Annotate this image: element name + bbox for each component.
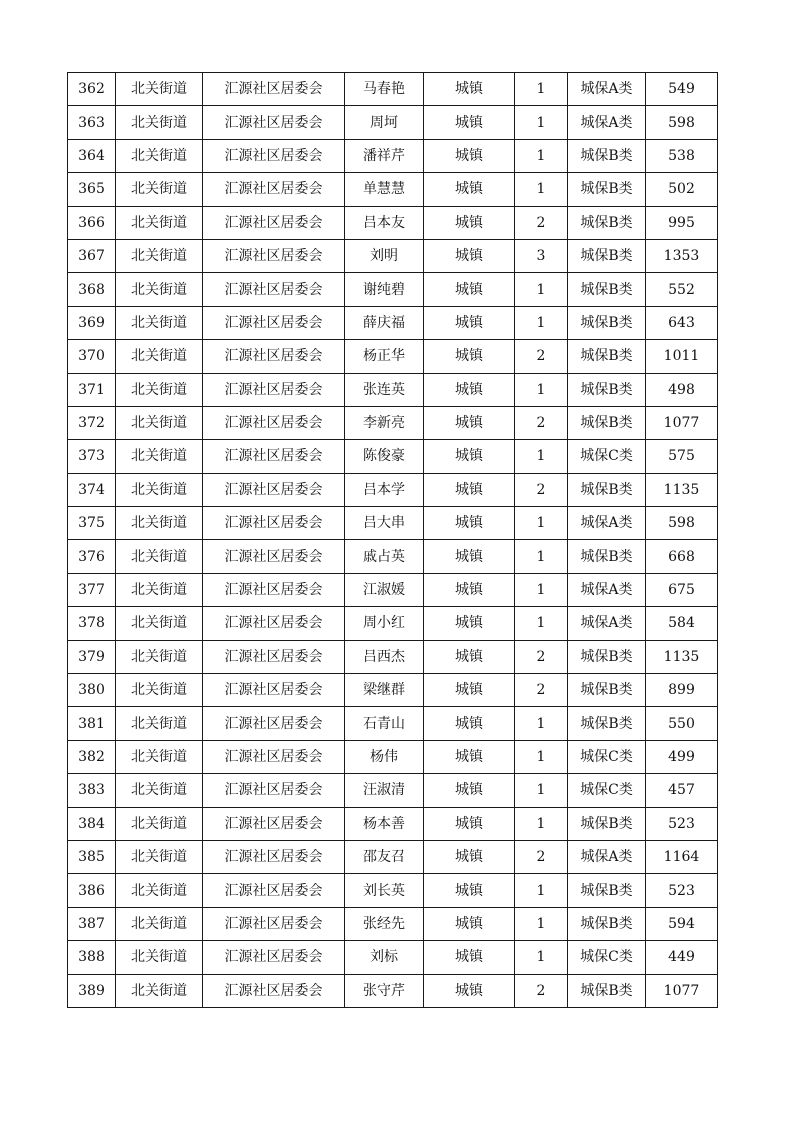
committee-cell: 汇源社区居委会 bbox=[203, 840, 345, 873]
household-type-cell: 城镇 bbox=[424, 106, 515, 139]
person-name-cell: 刘标 bbox=[345, 941, 424, 974]
table-row bbox=[68, 907, 718, 940]
street-cell: 北关街道 bbox=[116, 974, 203, 1007]
person-name-cell: 马春艳 bbox=[345, 73, 424, 106]
category-cell: 城保C类 bbox=[568, 774, 646, 807]
row-number: 382 bbox=[68, 740, 116, 773]
committee-cell: 汇源社区居委会 bbox=[203, 106, 345, 139]
amount-cell: 449 bbox=[646, 941, 718, 974]
table-row bbox=[68, 373, 718, 406]
committee-cell: 汇源社区居委会 bbox=[203, 807, 345, 840]
row-number: 366 bbox=[68, 206, 116, 239]
street-cell: 北关街道 bbox=[116, 206, 203, 239]
row-number: 384 bbox=[68, 807, 116, 840]
member-count-cell: 1 bbox=[515, 707, 568, 740]
row-number: 377 bbox=[68, 573, 116, 606]
row-number: 370 bbox=[68, 340, 116, 373]
committee-cell: 汇源社区居委会 bbox=[203, 507, 345, 540]
amount-cell: 499 bbox=[646, 740, 718, 773]
category-cell: 城保A类 bbox=[568, 73, 646, 106]
person-name-cell: 陈俊豪 bbox=[345, 440, 424, 473]
committee-cell: 汇源社区居委会 bbox=[203, 239, 345, 272]
roster-body bbox=[68, 73, 718, 1008]
household-type-cell: 城镇 bbox=[424, 507, 515, 540]
category-cell: 城保B类 bbox=[568, 540, 646, 573]
committee-cell: 汇源社区居委会 bbox=[203, 473, 345, 506]
member-count-cell: 1 bbox=[515, 306, 568, 339]
amount-cell: 550 bbox=[646, 707, 718, 740]
row-number: 383 bbox=[68, 774, 116, 807]
assistance-roster-table bbox=[67, 72, 718, 1008]
person-name-cell: 江淑媛 bbox=[345, 573, 424, 606]
row-number: 374 bbox=[68, 473, 116, 506]
table-row bbox=[68, 540, 718, 573]
member-count-cell: 1 bbox=[515, 740, 568, 773]
amount-cell: 498 bbox=[646, 373, 718, 406]
member-count-cell: 2 bbox=[515, 473, 568, 506]
table-row bbox=[68, 173, 718, 206]
table-row bbox=[68, 139, 718, 172]
row-number: 388 bbox=[68, 941, 116, 974]
street-cell: 北关街道 bbox=[116, 473, 203, 506]
member-count-cell: 1 bbox=[515, 440, 568, 473]
amount-cell: 668 bbox=[646, 540, 718, 573]
committee-cell: 汇源社区居委会 bbox=[203, 674, 345, 707]
street-cell: 北关街道 bbox=[116, 573, 203, 606]
street-cell: 北关街道 bbox=[116, 907, 203, 940]
category-cell: 城保A类 bbox=[568, 840, 646, 873]
street-cell: 北关街道 bbox=[116, 173, 203, 206]
member-count-cell: 2 bbox=[515, 840, 568, 873]
table-row bbox=[68, 73, 718, 106]
category-cell: 城保B类 bbox=[568, 340, 646, 373]
committee-cell: 汇源社区居委会 bbox=[203, 607, 345, 640]
member-count-cell: 2 bbox=[515, 406, 568, 439]
category-cell: 城保B类 bbox=[568, 707, 646, 740]
street-cell: 北关街道 bbox=[116, 607, 203, 640]
member-count-cell: 3 bbox=[515, 239, 568, 272]
table-row bbox=[68, 340, 718, 373]
household-type-cell: 城镇 bbox=[424, 740, 515, 773]
street-cell: 北关街道 bbox=[116, 941, 203, 974]
street-cell: 北关街道 bbox=[116, 440, 203, 473]
household-type-cell: 城镇 bbox=[424, 573, 515, 606]
street-cell: 北关街道 bbox=[116, 306, 203, 339]
amount-cell: 1353 bbox=[646, 239, 718, 272]
person-name-cell: 吕本友 bbox=[345, 206, 424, 239]
person-name-cell: 吕本学 bbox=[345, 473, 424, 506]
member-count-cell: 2 bbox=[515, 340, 568, 373]
household-type-cell: 城镇 bbox=[424, 840, 515, 873]
committee-cell: 汇源社区居委会 bbox=[203, 974, 345, 1007]
row-number: 380 bbox=[68, 674, 116, 707]
amount-cell: 523 bbox=[646, 874, 718, 907]
category-cell: 城保B类 bbox=[568, 974, 646, 1007]
row-number: 373 bbox=[68, 440, 116, 473]
table-row bbox=[68, 573, 718, 606]
member-count-cell: 1 bbox=[515, 73, 568, 106]
person-name-cell: 刘明 bbox=[345, 239, 424, 272]
category-cell: 城保B类 bbox=[568, 674, 646, 707]
table-row bbox=[68, 206, 718, 239]
table-row bbox=[68, 607, 718, 640]
committee-cell: 汇源社区居委会 bbox=[203, 573, 345, 606]
member-count-cell: 2 bbox=[515, 206, 568, 239]
category-cell: 城保A类 bbox=[568, 106, 646, 139]
amount-cell: 1077 bbox=[646, 974, 718, 1007]
row-number: 385 bbox=[68, 840, 116, 873]
committee-cell: 汇源社区居委会 bbox=[203, 640, 345, 673]
committee-cell: 汇源社区居委会 bbox=[203, 540, 345, 573]
row-number: 372 bbox=[68, 406, 116, 439]
table-row bbox=[68, 239, 718, 272]
table-row bbox=[68, 874, 718, 907]
table-row bbox=[68, 306, 718, 339]
amount-cell: 1011 bbox=[646, 340, 718, 373]
street-cell: 北关街道 bbox=[116, 774, 203, 807]
committee-cell: 汇源社区居委会 bbox=[203, 306, 345, 339]
member-count-cell: 1 bbox=[515, 807, 568, 840]
category-cell: 城保A类 bbox=[568, 607, 646, 640]
category-cell: 城保B类 bbox=[568, 807, 646, 840]
amount-cell: 598 bbox=[646, 106, 718, 139]
committee-cell: 汇源社区居委会 bbox=[203, 707, 345, 740]
row-number: 375 bbox=[68, 507, 116, 540]
member-count-cell: 1 bbox=[515, 540, 568, 573]
category-cell: 城保B类 bbox=[568, 273, 646, 306]
household-type-cell: 城镇 bbox=[424, 440, 515, 473]
amount-cell: 538 bbox=[646, 139, 718, 172]
category-cell: 城保A类 bbox=[568, 507, 646, 540]
committee-cell: 汇源社区居委会 bbox=[203, 139, 345, 172]
household-type-cell: 城镇 bbox=[424, 473, 515, 506]
category-cell: 城保C类 bbox=[568, 440, 646, 473]
member-count-cell: 1 bbox=[515, 607, 568, 640]
category-cell: 城保B类 bbox=[568, 306, 646, 339]
committee-cell: 汇源社区居委会 bbox=[203, 774, 345, 807]
committee-cell: 汇源社区居委会 bbox=[203, 340, 345, 373]
person-name-cell: 周小红 bbox=[345, 607, 424, 640]
row-number: 369 bbox=[68, 306, 116, 339]
household-type-cell: 城镇 bbox=[424, 406, 515, 439]
household-type-cell: 城镇 bbox=[424, 941, 515, 974]
street-cell: 北关街道 bbox=[116, 807, 203, 840]
household-type-cell: 城镇 bbox=[424, 707, 515, 740]
table-row bbox=[68, 707, 718, 740]
person-name-cell: 单慧慧 bbox=[345, 173, 424, 206]
category-cell: 城保B类 bbox=[568, 173, 646, 206]
street-cell: 北关街道 bbox=[116, 340, 203, 373]
household-type-cell: 城镇 bbox=[424, 607, 515, 640]
street-cell: 北关街道 bbox=[116, 139, 203, 172]
table-row bbox=[68, 974, 718, 1007]
street-cell: 北关街道 bbox=[116, 874, 203, 907]
person-name-cell: 张连英 bbox=[345, 373, 424, 406]
person-name-cell: 杨伟 bbox=[345, 740, 424, 773]
category-cell: 城保B类 bbox=[568, 239, 646, 272]
person-name-cell: 吕大串 bbox=[345, 507, 424, 540]
member-count-cell: 1 bbox=[515, 373, 568, 406]
table-row bbox=[68, 740, 718, 773]
row-number: 363 bbox=[68, 106, 116, 139]
committee-cell: 汇源社区居委会 bbox=[203, 406, 345, 439]
member-count-cell: 1 bbox=[515, 273, 568, 306]
street-cell: 北关街道 bbox=[116, 106, 203, 139]
table-row bbox=[68, 406, 718, 439]
person-name-cell: 石青山 bbox=[345, 707, 424, 740]
household-type-cell: 城镇 bbox=[424, 340, 515, 373]
person-name-cell: 李新亮 bbox=[345, 406, 424, 439]
street-cell: 北关街道 bbox=[116, 674, 203, 707]
household-type-cell: 城镇 bbox=[424, 540, 515, 573]
street-cell: 北关街道 bbox=[116, 540, 203, 573]
committee-cell: 汇源社区居委会 bbox=[203, 73, 345, 106]
street-cell: 北关街道 bbox=[116, 507, 203, 540]
household-type-cell: 城镇 bbox=[424, 173, 515, 206]
member-count-cell: 2 bbox=[515, 640, 568, 673]
category-cell: 城保C类 bbox=[568, 740, 646, 773]
street-cell: 北关街道 bbox=[116, 840, 203, 873]
category-cell: 城保A类 bbox=[568, 573, 646, 606]
table-row bbox=[68, 473, 718, 506]
street-cell: 北关街道 bbox=[116, 73, 203, 106]
amount-cell: 523 bbox=[646, 807, 718, 840]
category-cell: 城保B类 bbox=[568, 406, 646, 439]
person-name-cell: 周坷 bbox=[345, 106, 424, 139]
member-count-cell: 1 bbox=[515, 907, 568, 940]
table-row bbox=[68, 440, 718, 473]
row-number: 367 bbox=[68, 239, 116, 272]
amount-cell: 598 bbox=[646, 507, 718, 540]
household-type-cell: 城镇 bbox=[424, 73, 515, 106]
household-type-cell: 城镇 bbox=[424, 674, 515, 707]
row-number: 365 bbox=[68, 173, 116, 206]
row-number: 362 bbox=[68, 73, 116, 106]
committee-cell: 汇源社区居委会 bbox=[203, 941, 345, 974]
category-cell: 城保B类 bbox=[568, 874, 646, 907]
street-cell: 北关街道 bbox=[116, 239, 203, 272]
member-count-cell: 1 bbox=[515, 139, 568, 172]
amount-cell: 1135 bbox=[646, 473, 718, 506]
person-name-cell: 薛庆福 bbox=[345, 306, 424, 339]
amount-cell: 594 bbox=[646, 907, 718, 940]
category-cell: 城保B类 bbox=[568, 373, 646, 406]
committee-cell: 汇源社区居委会 bbox=[203, 206, 345, 239]
person-name-cell: 潘祥芹 bbox=[345, 139, 424, 172]
amount-cell: 995 bbox=[646, 206, 718, 239]
household-type-cell: 城镇 bbox=[424, 239, 515, 272]
member-count-cell: 2 bbox=[515, 974, 568, 1007]
committee-cell: 汇源社区居委会 bbox=[203, 874, 345, 907]
person-name-cell: 杨正华 bbox=[345, 340, 424, 373]
person-name-cell: 张守芹 bbox=[345, 974, 424, 1007]
row-number: 386 bbox=[68, 874, 116, 907]
table-row bbox=[68, 674, 718, 707]
amount-cell: 575 bbox=[646, 440, 718, 473]
person-name-cell: 汪淑清 bbox=[345, 774, 424, 807]
committee-cell: 汇源社区居委会 bbox=[203, 373, 345, 406]
category-cell: 城保C类 bbox=[568, 941, 646, 974]
table-row bbox=[68, 273, 718, 306]
household-type-cell: 城镇 bbox=[424, 974, 515, 1007]
row-number: 364 bbox=[68, 139, 116, 172]
person-name-cell: 邵友召 bbox=[345, 840, 424, 873]
category-cell: 城保B类 bbox=[568, 907, 646, 940]
row-number: 368 bbox=[68, 273, 116, 306]
amount-cell: 899 bbox=[646, 674, 718, 707]
committee-cell: 汇源社区居委会 bbox=[203, 440, 345, 473]
street-cell: 北关街道 bbox=[116, 406, 203, 439]
amount-cell: 552 bbox=[646, 273, 718, 306]
member-count-cell: 1 bbox=[515, 874, 568, 907]
household-type-cell: 城镇 bbox=[424, 774, 515, 807]
row-number: 381 bbox=[68, 707, 116, 740]
table-row bbox=[68, 106, 718, 139]
street-cell: 北关街道 bbox=[116, 273, 203, 306]
amount-cell: 675 bbox=[646, 573, 718, 606]
amount-cell: 584 bbox=[646, 607, 718, 640]
row-number: 387 bbox=[68, 907, 116, 940]
street-cell: 北关街道 bbox=[116, 707, 203, 740]
table-row bbox=[68, 774, 718, 807]
household-type-cell: 城镇 bbox=[424, 874, 515, 907]
table-row bbox=[68, 840, 718, 873]
person-name-cell: 刘长英 bbox=[345, 874, 424, 907]
street-cell: 北关街道 bbox=[116, 740, 203, 773]
amount-cell: 1077 bbox=[646, 406, 718, 439]
member-count-cell: 1 bbox=[515, 941, 568, 974]
amount-cell: 1135 bbox=[646, 640, 718, 673]
row-number: 376 bbox=[68, 540, 116, 573]
household-type-cell: 城镇 bbox=[424, 640, 515, 673]
committee-cell: 汇源社区居委会 bbox=[203, 907, 345, 940]
person-name-cell: 梁继群 bbox=[345, 674, 424, 707]
member-count-cell: 1 bbox=[515, 507, 568, 540]
row-number: 379 bbox=[68, 640, 116, 673]
person-name-cell: 谢纯碧 bbox=[345, 273, 424, 306]
committee-cell: 汇源社区居委会 bbox=[203, 273, 345, 306]
street-cell: 北关街道 bbox=[116, 640, 203, 673]
category-cell: 城保B类 bbox=[568, 206, 646, 239]
table-row bbox=[68, 941, 718, 974]
table-row bbox=[68, 807, 718, 840]
member-count-cell: 1 bbox=[515, 573, 568, 606]
row-number: 389 bbox=[68, 974, 116, 1007]
committee-cell: 汇源社区居委会 bbox=[203, 740, 345, 773]
household-type-cell: 城镇 bbox=[424, 273, 515, 306]
amount-cell: 549 bbox=[646, 73, 718, 106]
amount-cell: 643 bbox=[646, 306, 718, 339]
member-count-cell: 1 bbox=[515, 774, 568, 807]
amount-cell: 502 bbox=[646, 173, 718, 206]
category-cell: 城保B类 bbox=[568, 640, 646, 673]
person-name-cell: 张经先 bbox=[345, 907, 424, 940]
household-type-cell: 城镇 bbox=[424, 373, 515, 406]
category-cell: 城保B类 bbox=[568, 473, 646, 506]
table-row bbox=[68, 640, 718, 673]
row-number: 378 bbox=[68, 607, 116, 640]
member-count-cell: 1 bbox=[515, 106, 568, 139]
row-number: 371 bbox=[68, 373, 116, 406]
household-type-cell: 城镇 bbox=[424, 907, 515, 940]
member-count-cell: 2 bbox=[515, 674, 568, 707]
household-type-cell: 城镇 bbox=[424, 807, 515, 840]
committee-cell: 汇源社区居委会 bbox=[203, 173, 345, 206]
household-type-cell: 城镇 bbox=[424, 206, 515, 239]
person-name-cell: 戚占英 bbox=[345, 540, 424, 573]
street-cell: 北关街道 bbox=[116, 373, 203, 406]
table-row bbox=[68, 507, 718, 540]
member-count-cell: 1 bbox=[515, 173, 568, 206]
amount-cell: 1164 bbox=[646, 840, 718, 873]
amount-cell: 457 bbox=[646, 774, 718, 807]
person-name-cell: 杨本善 bbox=[345, 807, 424, 840]
category-cell: 城保B类 bbox=[568, 139, 646, 172]
household-type-cell: 城镇 bbox=[424, 139, 515, 172]
household-type-cell: 城镇 bbox=[424, 306, 515, 339]
person-name-cell: 吕西杰 bbox=[345, 640, 424, 673]
